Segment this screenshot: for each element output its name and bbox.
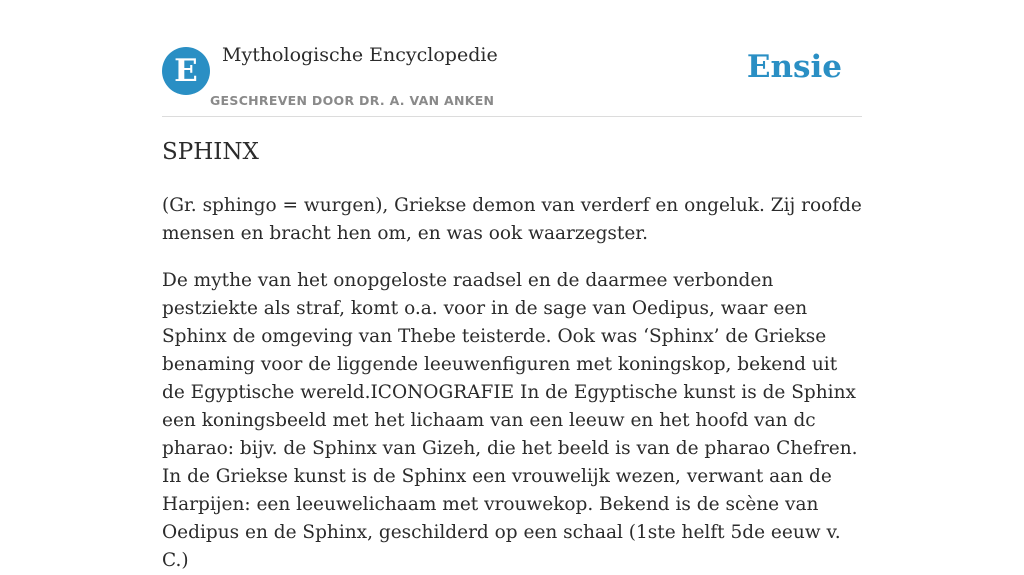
article-title: SPHINX (162, 139, 259, 165)
site-logo-icon[interactable]: E (162, 47, 210, 95)
site-header (162, 0, 862, 117)
article-paragraph: (Gr. sphingo = wurgen), Griekse demon van verderf en ongeluk. Zij roofde mensen en bracht hen om, en was ook waarzegster. (162, 195, 862, 244)
article-paragraph: De mythe van het onopgeloste raadsel en de daarmee verbonden pestziekte als straf, komt o.a. voor in de sage van Oedipus, waar een Sphinx de omgeving van Thebe teisterde. Ook was ‘Sphinx’ de Griekse benaming voor de liggende leeuwenfiguren met koningskop, bekend uit de Egyptische wereld.ICONOGRAFIE In de Egyptische kunst is de Sphinx een koningsbeeld met het lichaam van een leeuw en het hoofd van dc pharao: bijv. de Sphinx van Gizeh, die het beeld is van de pharao Chefren. In de Griekse kunst is de Sphinx een vrouwelijk wezen, verwant aan de Harpijen: een leeuwelichaam met vrouwekop. Bekend is de scène van Oedipus en de Sphinx, geschilderd op een schaal (1ste helft 5de eeuw v. C.) (162, 270, 858, 571)
brand-logo[interactable]: Ensie (746, 49, 842, 85)
page (162, 0, 862, 571)
site-title[interactable]: Mythologische Encyclopedie (222, 44, 498, 66)
author-byline[interactable]: GESCHREVEN DOOR DR. A. VAN ANKEN (210, 93, 495, 108)
